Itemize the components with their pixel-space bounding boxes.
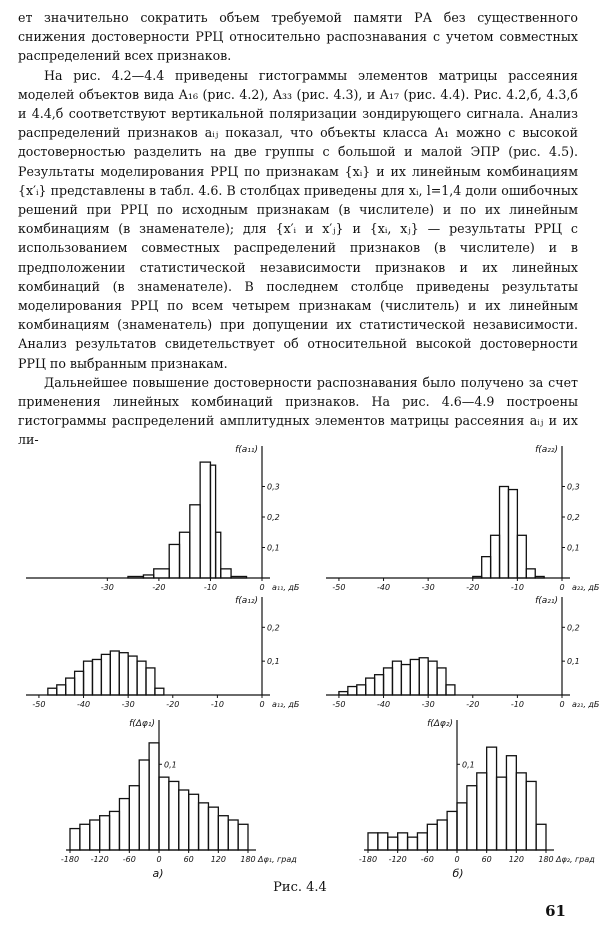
x-tick-label: -20 <box>166 700 180 709</box>
histogram-bar <box>467 786 477 850</box>
histogram-bar <box>535 576 544 578</box>
histogram-bar <box>517 535 526 578</box>
x-tick-label: -10 <box>510 583 524 592</box>
histogram-bar <box>128 576 143 578</box>
histogram-bar <box>408 837 418 850</box>
x-tick-label: 0 <box>259 700 265 709</box>
x-tick-label: -50 <box>332 700 346 709</box>
histogram-bar <box>526 781 536 850</box>
x-tick-label: -50 <box>32 700 46 709</box>
histogram-bar <box>447 811 457 850</box>
x-axis-label: a₂₁, дБ <box>572 700 600 709</box>
y-tick-label: 0,1 <box>567 543 580 553</box>
x-tick-label: 180 <box>240 855 256 864</box>
y-tick-label: 0,2 <box>267 513 280 522</box>
x-tick-label: -20 <box>466 700 480 709</box>
y-tick-label: 0,2 <box>567 623 580 633</box>
histogram-bar <box>110 811 120 850</box>
histogram-bar <box>180 532 190 578</box>
x-tick-label: -40 <box>376 583 391 592</box>
histogram-bar <box>508 490 517 578</box>
y-axis-label: f(a₁₁) <box>235 445 258 455</box>
histogram-bar <box>339 692 348 695</box>
y-tick-label: 0,1 <box>567 657 580 667</box>
x-tick-label: -120 <box>388 855 407 864</box>
histogram-bar <box>497 777 507 850</box>
x-tick-label: -40 <box>376 700 391 709</box>
x-tick-label: 60 <box>183 855 194 864</box>
histogram-bar <box>75 671 84 695</box>
histogram-bar <box>401 665 410 695</box>
histogram-bar <box>536 824 546 850</box>
histogram-bar <box>487 747 497 850</box>
histogram-bar <box>143 575 153 578</box>
figure-4-4 <box>0 430 600 880</box>
histogram-bar <box>368 833 378 850</box>
histogram-bar <box>218 816 228 850</box>
x-tick-label: -30 <box>421 583 435 592</box>
histogram-bar <box>80 824 90 850</box>
histogram-bar <box>200 462 210 578</box>
histogram-bar <box>378 833 388 850</box>
x-tick-label: -10 <box>510 700 524 709</box>
histogram-bar <box>473 576 482 578</box>
histogram-bar <box>500 487 509 579</box>
x-tick-label: 180 <box>538 855 554 864</box>
histogram-bar <box>398 833 408 850</box>
x-tick-label: -10 <box>210 700 224 709</box>
histogram-bar <box>190 505 200 578</box>
x-tick-label: -180 <box>358 855 378 864</box>
x-axis-label: Δφ₁, град <box>258 855 297 864</box>
histogram-bar <box>189 794 199 850</box>
x-tick-label: -60 <box>122 855 136 864</box>
histogram-bar <box>427 824 437 850</box>
x-axis-label: a₁₂, дБ <box>272 700 300 709</box>
histogram-bar <box>384 668 393 695</box>
histogram-top-right <box>326 445 600 592</box>
histogram-bar <box>457 803 467 850</box>
histogram-bar <box>154 569 169 578</box>
x-tick-label: -120 <box>90 855 109 864</box>
histogram-bar <box>57 685 66 695</box>
x-tick-label: -20 <box>152 583 166 592</box>
histogram-bar <box>437 820 447 850</box>
histogram-bar <box>516 773 526 850</box>
histogram-bar <box>228 820 238 850</box>
histogram-middle-right <box>326 596 600 709</box>
histogram-bar <box>491 535 500 578</box>
paragraph-3: Дальнейшее повышение достоверности распознавания было получено за счет применения линейных комбинаций признаков. На рис. 4.6—4.9 построены гистограммы распределений амплитудных элементов матрицы рассеяния aᵢⱼ и их ли- <box>18 374 578 448</box>
histogram-bar <box>169 781 179 850</box>
histogram-bar <box>129 786 139 850</box>
histogram-bar <box>128 656 137 695</box>
histogram-bar <box>231 576 246 578</box>
histogram-bottom-right <box>359 719 595 864</box>
histogram-bar <box>526 569 535 578</box>
histogram-bar <box>477 773 487 850</box>
histogram-bar <box>146 668 155 695</box>
histogram-bar <box>48 688 57 695</box>
x-tick-label: -60 <box>420 855 434 864</box>
x-tick-label: 0 <box>454 855 460 864</box>
histogram-bar <box>419 658 428 695</box>
x-tick-label: -30 <box>121 700 135 709</box>
histogram-bar <box>119 653 128 695</box>
histogram-bar <box>428 661 437 695</box>
histogram-bar <box>149 743 159 850</box>
y-tick-label: 0,1 <box>462 760 475 770</box>
histogram-bar <box>100 816 110 850</box>
x-tick-label: 0 <box>559 583 565 592</box>
x-tick-label: -180 <box>60 855 80 864</box>
body-text <box>18 8 578 450</box>
paragraph-1: ет значительно сократить объем требуемой памяти РА без существенного снижения достоверности РРЦ относительно распознавания с учетом совместных распределений всех признаков. <box>18 10 578 64</box>
histogram-bar <box>101 654 110 695</box>
histogram-top-left <box>26 445 300 592</box>
histogram-bar <box>482 557 491 578</box>
x-tick-label: 0 <box>559 700 565 709</box>
histogram-bar <box>446 685 455 695</box>
y-tick-label: 0,2 <box>567 513 580 522</box>
y-tick-label: 0,1 <box>164 760 177 770</box>
histogram-bar <box>437 668 446 695</box>
y-axis-label: f(a₂₂) <box>535 445 558 455</box>
x-tick-label: 0 <box>156 855 162 864</box>
histogram-bar <box>137 661 146 695</box>
histogram-bar <box>357 685 366 695</box>
y-axis-label: f(Δφ₁) <box>129 719 155 729</box>
x-axis-label: a₂₂, дБ <box>572 583 600 592</box>
histogram-bar <box>392 661 401 695</box>
histogram-bar <box>238 824 248 850</box>
histogram-bar <box>179 790 189 850</box>
x-tick-label: 120 <box>210 855 226 864</box>
histogram-bar <box>216 532 221 578</box>
histogram-bar <box>348 687 357 695</box>
y-tick-label: 0,3 <box>267 482 280 492</box>
histogram-bar <box>208 807 218 850</box>
histogram-bar <box>388 837 398 850</box>
subfigure-label-a: а) <box>152 867 164 880</box>
x-axis-label: Δφ₂, град <box>556 855 595 864</box>
x-tick-label: 60 <box>481 855 492 864</box>
histogram-bar <box>84 661 93 695</box>
histogram-bar <box>169 544 179 578</box>
y-tick-label: 0,3 <box>567 482 580 492</box>
figure-caption: Рис. 4.4 <box>273 880 327 895</box>
x-tick-label: -10 <box>203 583 217 592</box>
histogram-bar <box>155 688 164 695</box>
histogram-bar <box>119 799 129 850</box>
x-tick-label: -30 <box>421 700 435 709</box>
y-axis-label: f(a₂₁) <box>535 596 558 606</box>
x-tick-label: -30 <box>100 583 114 592</box>
histogram-bar <box>210 465 215 578</box>
histogram-bar <box>92 659 101 695</box>
y-tick-label: 0,1 <box>267 543 280 553</box>
x-tick-label: 120 <box>508 855 524 864</box>
page-number: 61 <box>545 902 566 920</box>
histogram-bottom-left <box>61 719 297 864</box>
y-axis-label: f(a₁₂) <box>235 596 258 606</box>
histogram-bar <box>199 803 209 850</box>
histogram-bar <box>159 777 169 850</box>
paragraph-2: На рис. 4.2—4.4 приведены гистограммы элементов матрицы рассеяния моделей объектов вида A₁₆ (рис. 4.2), A₃₃ (рис. 4.3), и A₁₇ (рис. 4.4). Рис. 4.2,б, 4.3,б и 4.4,б соответствуют вертикальной поляризации зондирующего сигнала. Анализ распределений признаков aᵢⱼ показал, что объекты класса A₁ можно с высокой достоверностью разделить на две группы с большой и малой ЭПР (рис. 4.5). Результаты моделирования РРЦ по признакам {xᵢ} и их линейным комбинациям {x′ᵢ} представлены в табл. 4.6. В столбцах приведены для xᵢ, l=1,4 доли ошибочных решений при РРЦ по исходным признакам (в числителе) и по их линейным комбинациям (в знаменателе); для {x′ᵢ и x′ⱼ} и {xᵢ, xⱼ} — результаты РРЦ с использованием совместных распределений признаков (в числителе) и в предположении статистической независимости признаков и их линейных комбинаций (в знаменателе). В последнем столбце приведены результаты моделирования РРЦ по всем четырем признакам (числитель) и их линейным комбинациям (знаменатель) при допущении их статистической независимости. Анализ результатов свидетельствует об относительной высокой достоверности РРЦ по выбранным признакам. <box>18 67 578 371</box>
histogram-middle-left <box>26 596 300 709</box>
histogram-bar <box>110 651 119 695</box>
x-tick-label: -20 <box>466 583 480 592</box>
histogram-bar <box>417 833 427 850</box>
histogram-bar <box>221 569 231 578</box>
histogram-bar <box>70 829 80 850</box>
histogram-bar <box>410 659 419 695</box>
x-axis-label: a₁₁, дБ <box>272 583 300 592</box>
histogram-bar <box>375 675 384 695</box>
histogram-bar <box>506 756 516 850</box>
histogram-bar <box>90 820 100 850</box>
histogram-bar <box>139 760 149 850</box>
subfigure-label-b: б) <box>452 867 464 880</box>
y-axis-label: f(Δφ₂) <box>427 719 453 729</box>
x-tick-label: 0 <box>259 583 265 592</box>
histogram-bar <box>66 678 75 695</box>
x-tick-label: -50 <box>332 583 346 592</box>
y-tick-label: 0,1 <box>267 657 280 667</box>
x-tick-label: -40 <box>76 700 91 709</box>
y-tick-label: 0,2 <box>267 623 280 633</box>
histogram-bar <box>366 678 375 695</box>
